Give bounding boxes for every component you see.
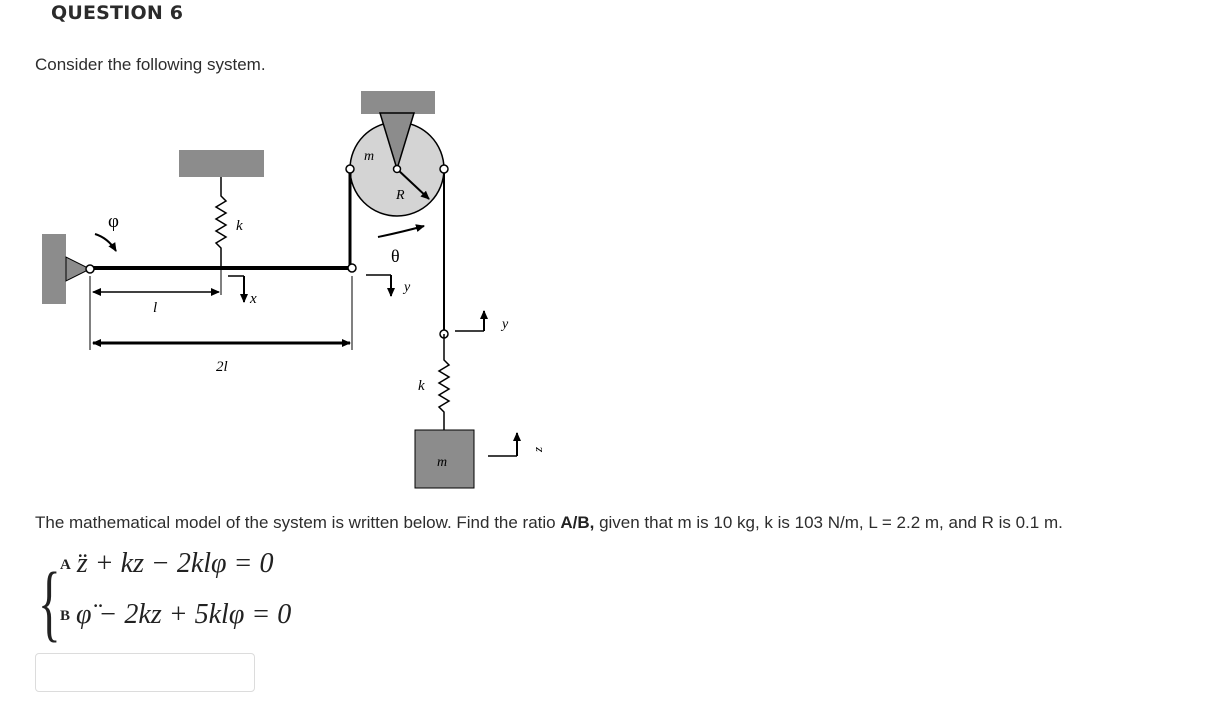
x-label: x <box>250 291 257 307</box>
prompt-ratio: A/B, <box>560 513 595 532</box>
pulley-radius-label: R <box>396 188 405 203</box>
prompt-text-after: given that m is 10 kg, k is 103 N/m, L = 2.2 m, and R is 0.1 m. <box>594 513 1063 532</box>
spring-left <box>216 177 226 268</box>
equation-a <box>60 548 273 580</box>
beam-rope-joint <box>348 264 356 272</box>
equation-b-label: B <box>60 608 71 624</box>
ceiling-block-left <box>179 150 264 177</box>
question-prompt <box>35 513 1063 533</box>
ceiling-block-right <box>361 91 435 114</box>
answer-input[interactable] <box>35 653 255 692</box>
dimension-2l-label: 2l <box>216 359 228 375</box>
theta-label: θ <box>391 246 400 266</box>
rope-right-tangent <box>440 165 448 173</box>
theta-rotation-arrow <box>378 226 424 237</box>
pulley-mass-label: m <box>364 149 375 164</box>
pulley-center <box>394 166 401 173</box>
spring-k-label-left: k <box>236 218 243 234</box>
z-label: z <box>530 446 545 452</box>
phi-label: φ <box>108 211 119 232</box>
pivot-joint <box>86 265 94 273</box>
phi-rotation-arrow <box>95 234 116 251</box>
spring-right <box>439 334 449 430</box>
equation-b-expression: φ̈ − 2kz + 5klφ = 0 <box>76 599 292 630</box>
y-left-label: y <box>404 280 411 295</box>
question-title: QUESTION 6 <box>51 2 184 24</box>
equation-system-brace: { <box>38 554 61 650</box>
equation-a-label: A <box>60 557 71 573</box>
hanging-mass-label: m <box>437 455 448 470</box>
left-wall <box>42 234 66 304</box>
prompt-text-before: The mathematical model of the system is written below. Find the ratio <box>35 513 561 532</box>
rope-left-tangent <box>346 165 354 173</box>
spring-k-label-right: k <box>418 378 425 394</box>
dimension-l-label: l <box>153 300 158 316</box>
equation-a-expression: z̈ + kz − 2klφ = 0 <box>76 548 274 579</box>
y-right-label: y <box>502 317 509 332</box>
question-intro: Consider the following system. <box>35 55 266 74</box>
equation-b <box>60 599 291 631</box>
